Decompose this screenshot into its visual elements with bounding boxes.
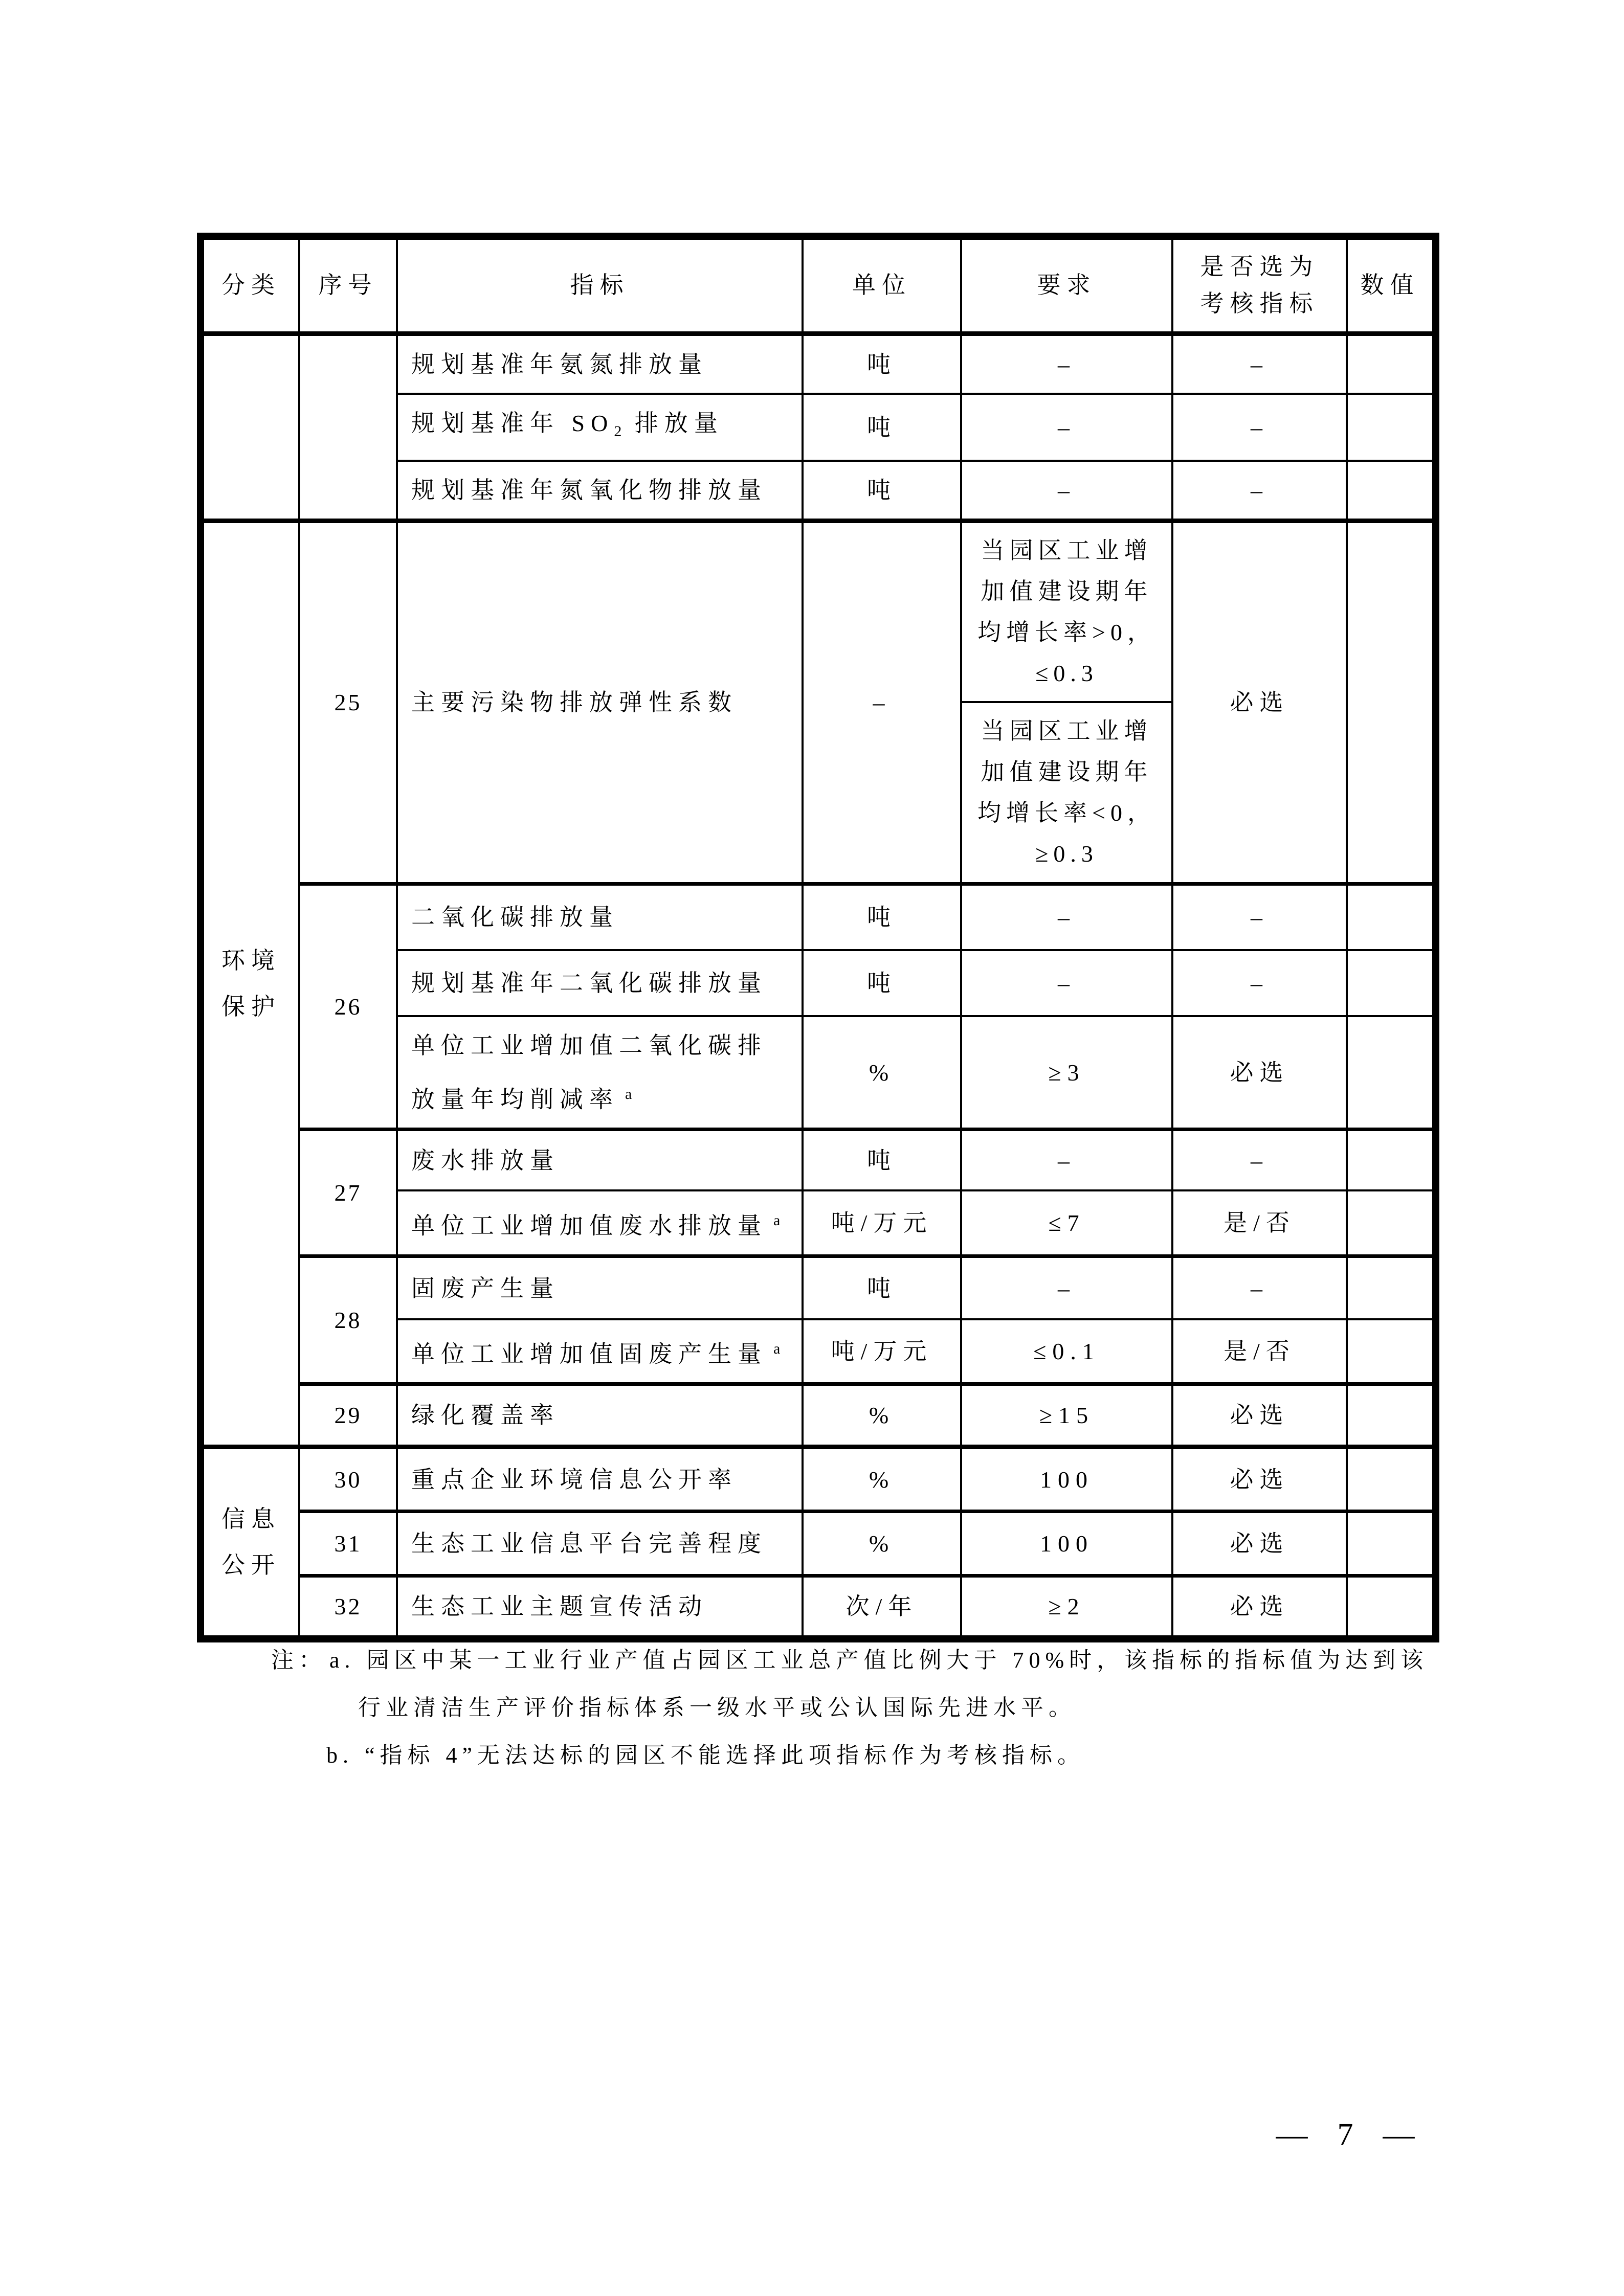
category-cell-env: 环境保护: [201, 521, 299, 1447]
requirement-cell: 100: [961, 1512, 1172, 1576]
indicator-cell: 固废产生量: [397, 1256, 803, 1319]
value-cell: [1347, 521, 1436, 884]
table-row: [201, 1256, 1436, 1319]
requirement-condition: 当园区工业增加值建设期年均增长率>0，: [977, 537, 1156, 645]
unit-cell: 吨: [803, 950, 961, 1016]
requirement-cell: –: [961, 1130, 1172, 1190]
indicator-text: 单位工业增加值废水排放量: [411, 1212, 767, 1239]
requirement-cell: ≤0.1: [961, 1319, 1172, 1384]
footnote-superscript-a: a: [625, 1086, 633, 1102]
index-cell-empty: [299, 333, 397, 521]
category-cell-info: 信息公开: [201, 1447, 299, 1639]
index-cell: 32: [299, 1576, 397, 1639]
page-number-dash-right: —: [1383, 2118, 1415, 2152]
requirement-cell: –: [961, 884, 1172, 950]
unit-cell: 吨: [803, 1130, 961, 1190]
assess-cell: 是/否: [1172, 1190, 1347, 1256]
indicator-cell: 生态工业主题宣传活动: [397, 1576, 803, 1639]
subscript-2: 2: [614, 422, 623, 440]
table-row: [201, 521, 1436, 702]
footnote-a: [271, 1636, 1442, 1731]
table-row: [201, 1384, 1436, 1447]
index-cell: 29: [299, 1384, 397, 1447]
indicator-cell: [397, 1319, 803, 1384]
requirement-value: ≥0.3: [1035, 840, 1098, 867]
footnote-superscript-a: a: [773, 1340, 782, 1357]
value-cell: [1347, 884, 1436, 950]
footnote-text: “指标 4”无法达标的园区不能选择此项指标作为考核指标。: [365, 1743, 1085, 1768]
assess-cell: 必选: [1172, 521, 1347, 884]
unit-cell: 吨: [803, 333, 961, 394]
assess-cell: 必选: [1172, 1447, 1347, 1512]
category-cell-empty: [201, 333, 299, 521]
index-cell: 25: [299, 521, 397, 884]
assess-cell: –: [1172, 1130, 1347, 1190]
footnote-text: 园区中某一工业行业产值占园区工业总产值比例大于 70%时，该指标的指标值为达到该行业清洁生产评价指标体系一级水平或公认国际先进水平。: [358, 1648, 1429, 1720]
requirement-cell-case2: [961, 702, 1172, 884]
assess-cell: 必选: [1172, 1576, 1347, 1639]
requirement-cell: –: [961, 394, 1172, 461]
indicator-cell: 绿化覆盖率: [397, 1384, 803, 1447]
assess-cell: 必选: [1172, 1384, 1347, 1447]
indicator-cell: 生态工业信息平台完善程度: [397, 1512, 803, 1576]
footnote-marker-b: b.: [326, 1743, 353, 1768]
page-number: [1238, 2117, 1453, 2153]
indicator-cell: [397, 1190, 803, 1256]
value-cell: [1347, 333, 1436, 394]
requirement-cell: –: [961, 950, 1172, 1016]
value-cell: [1347, 1130, 1436, 1190]
indicator-cell: 主要污染物排放弹性系数: [397, 521, 803, 884]
table-row: [201, 1447, 1436, 1512]
footnote-b: [271, 1731, 1442, 1779]
indicator-text: 规划基准年 SO: [411, 410, 614, 436]
value-cell: [1347, 1447, 1436, 1512]
assess-cell: 必选: [1172, 1016, 1347, 1130]
value-cell: [1347, 461, 1436, 521]
footnote-superscript-a: a: [773, 1211, 782, 1229]
table-row: [201, 1512, 1436, 1576]
requirement-cell: 100: [961, 1447, 1172, 1512]
col-header-requirement: 要求: [961, 236, 1172, 333]
indicator-cell: 重点企业环境信息公开率: [397, 1447, 803, 1512]
indicator-text: 排放量: [634, 410, 724, 436]
assess-cell: –: [1172, 950, 1347, 1016]
value-cell: [1347, 1016, 1436, 1130]
assess-cell: 是/否: [1172, 1319, 1347, 1384]
col-header-index: 序号: [299, 236, 397, 333]
assess-cell: –: [1172, 394, 1347, 461]
index-cell: 31: [299, 1512, 397, 1576]
indicator-cell: 规划基准年氮氧化物排放量: [397, 461, 803, 521]
assess-cell: –: [1172, 1256, 1347, 1319]
unit-cell: 吨: [803, 1256, 961, 1319]
requirement-cell: ≤7: [961, 1190, 1172, 1256]
requirement-cell: ≥2: [961, 1576, 1172, 1639]
footnotes: [271, 1636, 1442, 1779]
assess-cell: –: [1172, 461, 1347, 521]
requirement-condition: 当园区工业增加值建设期年均增长率<0，: [977, 717, 1156, 826]
unit-cell: 吨: [803, 461, 961, 521]
value-cell: [1347, 1512, 1436, 1576]
requirement-cell: ≥15: [961, 1384, 1172, 1447]
index-cell: 28: [299, 1256, 397, 1384]
unit-cell: %: [803, 1016, 961, 1130]
indicator-cell: [397, 394, 803, 461]
page-number-value: 7: [1337, 2118, 1353, 2152]
table-row: [201, 1130, 1436, 1190]
index-cell: 30: [299, 1447, 397, 1512]
requirement-cell: –: [961, 1256, 1172, 1319]
unit-cell: 吨: [803, 394, 961, 461]
value-cell: [1347, 1319, 1436, 1384]
unit-cell: 吨/万元: [803, 1190, 961, 1256]
requirement-cell: –: [961, 461, 1172, 521]
page-number-dash-left: —: [1276, 2118, 1308, 2152]
value-cell: [1347, 950, 1436, 1016]
unit-cell: %: [803, 1384, 961, 1447]
requirement-cell: ≥3: [961, 1016, 1172, 1130]
unit-cell: %: [803, 1512, 961, 1576]
footnote-marker-a: a.: [329, 1648, 355, 1673]
table-row: [201, 884, 1436, 950]
unit-cell: –: [803, 521, 961, 884]
unit-cell: %: [803, 1447, 961, 1512]
indicator-text: 单位工业增加值固废产生量: [411, 1341, 767, 1367]
col-header-value: 数值: [1347, 236, 1436, 333]
index-cell: 27: [299, 1130, 397, 1256]
col-header-unit: 单位: [803, 236, 961, 333]
col-header-indicator: 指标: [397, 236, 803, 333]
value-cell: [1347, 1384, 1436, 1447]
requirement-value: ≤0.3: [1035, 660, 1098, 686]
requirement-cell: –: [961, 333, 1172, 394]
value-cell: [1347, 1576, 1436, 1639]
index-cell: 26: [299, 884, 397, 1130]
assess-cell: –: [1172, 884, 1347, 950]
indicator-cell: [397, 1016, 803, 1130]
indicator-cell: 二氧化碳排放量: [397, 884, 803, 950]
indicator-text: 单位工业增加值二氧化碳排放量年均削减率: [411, 1032, 767, 1113]
assess-cell: 必选: [1172, 1512, 1347, 1576]
indicator-cell: 规划基准年二氧化碳排放量: [397, 950, 803, 1016]
value-cell: [1347, 1190, 1436, 1256]
unit-cell: 吨: [803, 884, 961, 950]
notes-label: 注：: [271, 1648, 326, 1673]
table-row: [201, 333, 1436, 394]
value-cell: [1347, 394, 1436, 461]
assess-cell: –: [1172, 333, 1347, 394]
unit-cell: 次/年: [803, 1576, 961, 1639]
indicator-table: [197, 233, 1439, 1642]
table-row: [201, 1576, 1436, 1639]
table-header-row: [201, 236, 1436, 333]
indicator-cell: 规划基准年氨氮排放量: [397, 333, 803, 394]
col-header-assess: 是否选为考核指标: [1172, 236, 1347, 333]
requirement-cell-case1: [961, 521, 1172, 702]
indicator-cell: 废水排放量: [397, 1130, 803, 1190]
col-header-category: 分类: [201, 236, 299, 333]
unit-cell: 吨/万元: [803, 1319, 961, 1384]
value-cell: [1347, 1256, 1436, 1319]
